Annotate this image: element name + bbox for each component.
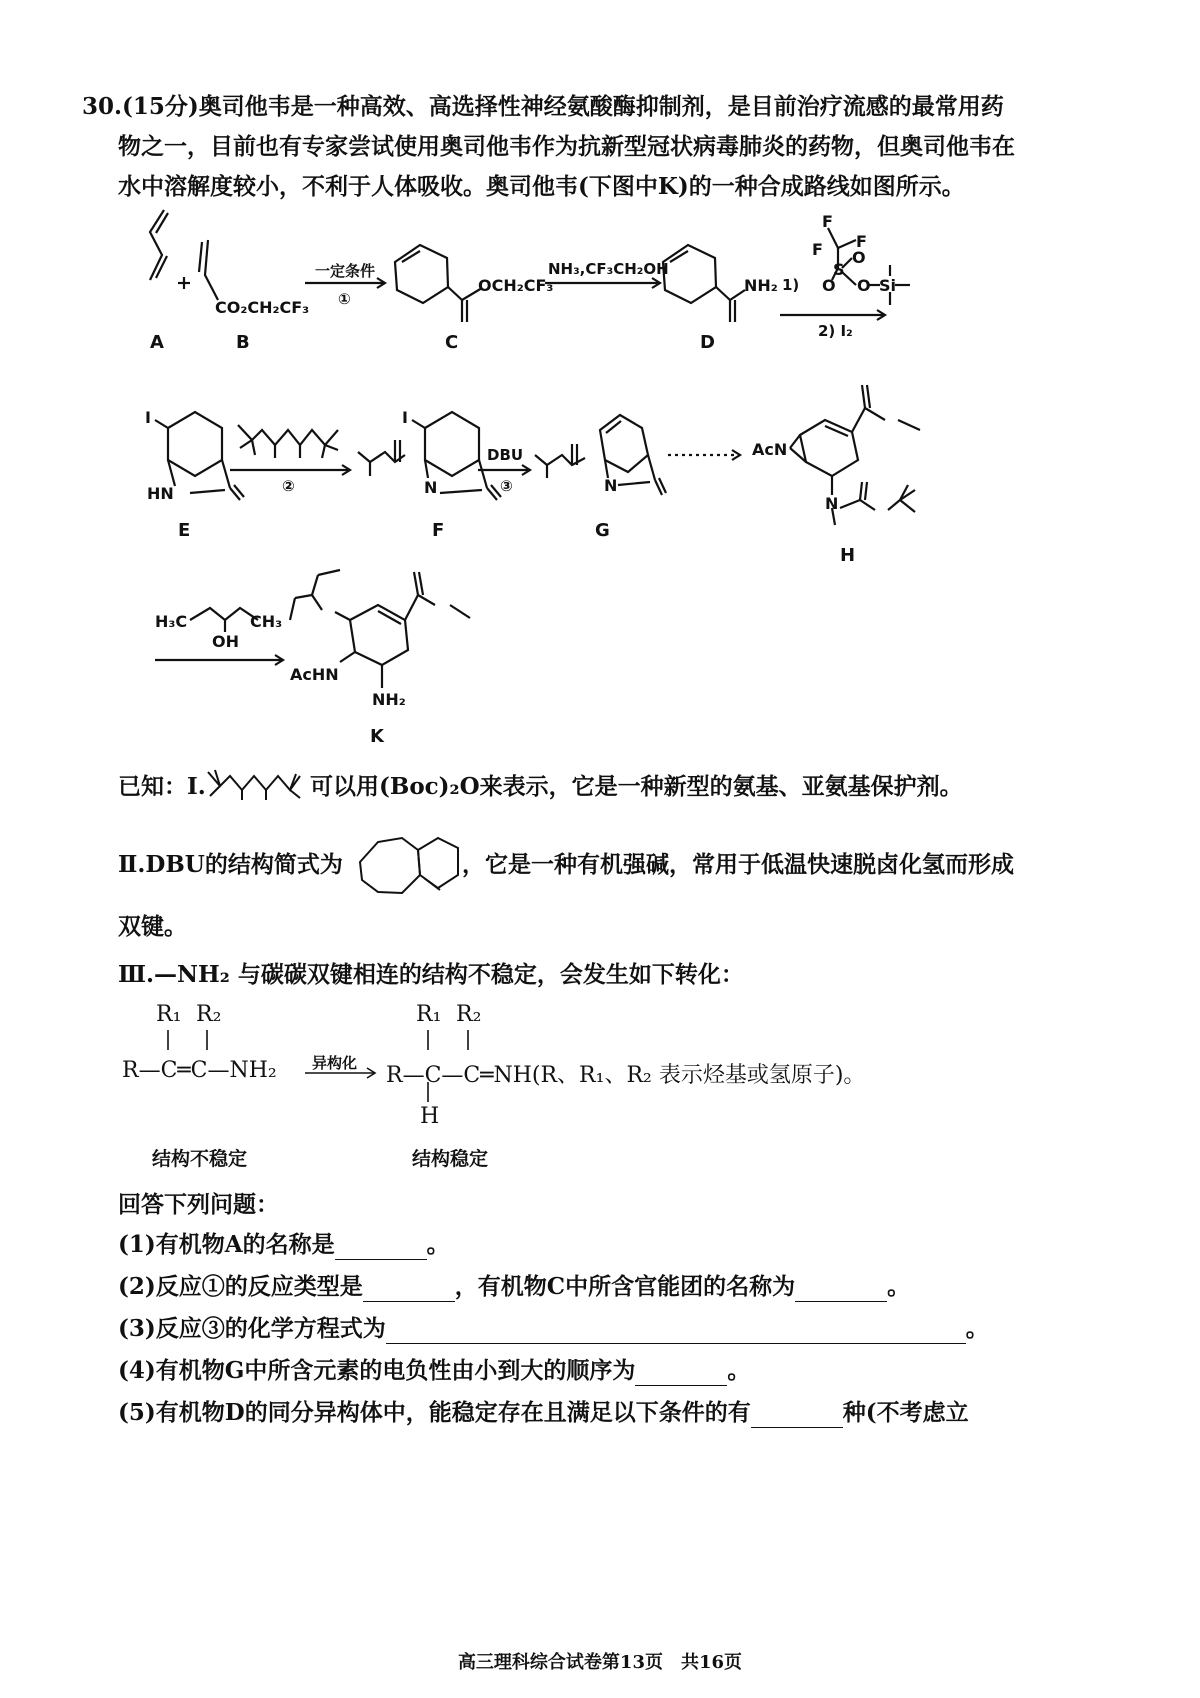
question-4-text: (4)有机物G中所含元素的电负性由小到大的顺序为	[118, 1357, 636, 1384]
compound-label-d: D	[700, 332, 715, 353]
rxn-left-formula: R—C═C—NH₂	[122, 1058, 277, 1083]
k-nh2: NH₂	[372, 690, 406, 709]
rxn-h-atom: H	[420, 1104, 440, 1129]
f-n: N	[424, 478, 438, 497]
rxn-stable-label: 结构稳定	[412, 1148, 489, 1170]
f-iodo: I	[402, 408, 408, 427]
question-2-text-2: ，有机物C中所含官能团的名称为	[454, 1273, 796, 1300]
tmsotf-si: Si	[879, 276, 897, 295]
question-5	[118, 1398, 969, 1428]
rxn-right-formula: R—C—C═NH(R、R₁、R₂ 表示烃基或氢原子)。	[386, 1063, 866, 1088]
condition-1: 一定条件	[315, 262, 376, 280]
tmsotf-o1: O	[852, 248, 866, 267]
rxn-r1-right: R₁	[416, 1002, 442, 1027]
question-2-blank-2[interactable]	[795, 1279, 887, 1302]
rxn-r1-left: R₁	[156, 1002, 182, 1027]
rxn-r2-right: R₂	[456, 1002, 482, 1027]
question-3	[118, 1314, 989, 1344]
condition-2: NH₃,CF₃CH₂OH	[548, 260, 669, 278]
question-2	[118, 1272, 910, 1302]
known-2-text: ，它是一种有机强碱，常用于低温快速脱卤化氢而形成	[462, 851, 1014, 878]
known-1-text: 可以用(Boc)₂O来表示，它是一种新型的氨基、亚氨基保护剂。	[310, 773, 963, 800]
g-n: N	[604, 476, 618, 495]
tmsotf-f3: F	[856, 232, 867, 251]
question-1-blank[interactable]	[335, 1237, 427, 1260]
question-1-text: (1)有机物A的名称是	[118, 1231, 335, 1258]
b-ester-group: CO₂CH₂CF₃	[215, 298, 310, 317]
question-4	[118, 1356, 750, 1386]
compound-label-c: C	[445, 332, 459, 353]
pentanol-ch3: CH₃	[250, 612, 283, 631]
c-ester-group: OCH₂CF₃	[478, 276, 554, 295]
question-4-end: 。	[727, 1357, 751, 1384]
compound-label-f: F	[432, 520, 445, 541]
h-n: N	[825, 494, 839, 513]
compound-label-e: E	[178, 520, 191, 541]
rxn-unstable-label: 结构不稳定	[152, 1148, 248, 1170]
condition-3-step2: 2) I₂	[818, 322, 853, 340]
tmsotf-o2: O	[822, 276, 836, 295]
question-5-text-2: 种(不考虑立	[842, 1399, 969, 1426]
question-2-text: (2)反应①的反应类型是	[118, 1273, 363, 1300]
compound-label-h: H	[840, 545, 856, 566]
e-iodo: I	[145, 408, 151, 427]
condition-dbu: DBU	[487, 446, 524, 464]
rxn-r2-left: R₂	[196, 1002, 222, 1027]
condition-3-step1: 1)	[782, 276, 800, 294]
compound-label-g: G	[595, 520, 610, 541]
tmsotf-f1: F	[822, 212, 833, 231]
question-3-text: (3)反应③的化学方程式为	[118, 1315, 386, 1342]
known-2-prefix: Ⅱ.DBU的结构简式为	[118, 851, 343, 878]
pentanol-h3c: H₃C	[155, 612, 188, 631]
question-3-blank[interactable]	[386, 1321, 966, 1344]
tmsotf-s: S	[833, 260, 845, 279]
question-2-end: 。	[887, 1273, 911, 1300]
h-acn: AcN	[752, 440, 788, 459]
question-3-end: 。	[965, 1315, 989, 1342]
tmsotf-f2: F	[812, 240, 823, 259]
page-footer: 高三理科综合试卷第13页 共16页	[457, 1652, 743, 1673]
e-hn: HN	[147, 484, 174, 503]
question-5-text: (5)有机物D的同分异构体中，能稳定存在且满足以下条件的有	[118, 1399, 751, 1426]
intro-line-2: 物之一，目前也有专家尝试使用奥司他韦作为抗新型冠状病毒肺炎的药物，但奥司他韦在	[118, 133, 1015, 160]
step-3-marker: ③	[500, 477, 513, 495]
step-1-marker: ①	[338, 290, 351, 308]
question-1	[118, 1230, 450, 1260]
intro-line-3: 水中溶解度较小，不利于人体吸收。奥司他韦(下图中K)的一种合成路线如图所示。	[118, 173, 965, 200]
questions-heading: 回答下列问题：	[118, 1191, 279, 1218]
known-3-text: Ⅲ.—NH₂ 与碳碳双键相连的结构不稳定，会发生如下转化：	[118, 961, 744, 988]
question-5-blank[interactable]	[751, 1405, 843, 1428]
intro-line-1: 30.(15分)奥司他韦是一种高效、高选择性神经氨酸酶抑制剂，是目前治疗流感的最常用药	[82, 93, 1004, 120]
d-amide-group: NH₂	[744, 276, 778, 295]
tmsotf-o3: O	[857, 276, 871, 295]
known-2-text-2: 双键。	[118, 913, 187, 940]
question-1-end: 。	[426, 1231, 450, 1258]
k-achn: AcHN	[290, 665, 339, 684]
rxn-isomerize-label: 异构化	[312, 1054, 358, 1072]
known-1-prefix: 已知：Ⅰ.	[118, 773, 206, 800]
step-2-marker: ②	[282, 477, 295, 495]
pentanol-oh: OH	[212, 632, 239, 651]
question-4-blank[interactable]	[635, 1363, 727, 1386]
compound-label-a: A	[150, 332, 164, 353]
question-2-blank-1[interactable]	[363, 1279, 455, 1302]
compound-label-b: B	[236, 332, 250, 353]
compound-label-k: K	[370, 726, 384, 747]
